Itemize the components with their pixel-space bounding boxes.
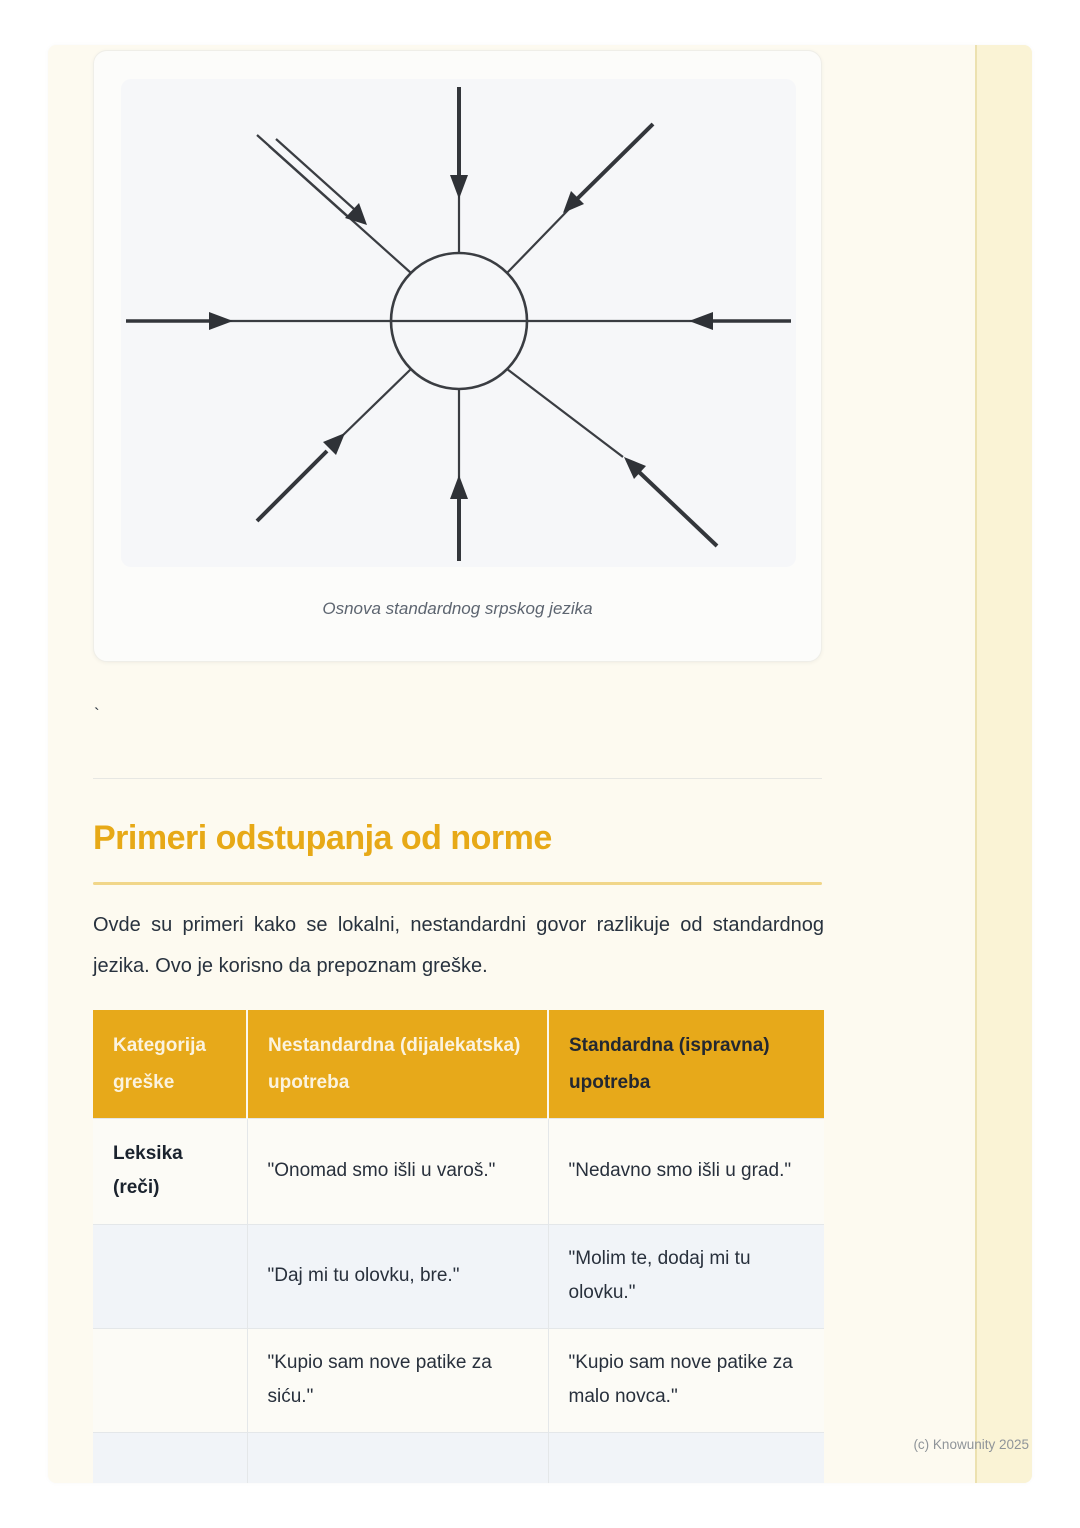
table-row [93,1328,824,1432]
header-cell-category: Kategorija greške [93,1010,247,1118]
table-cell: Leksika (reči) [93,1118,247,1224]
table-cell: "Kupio sam nove patike za malo novca." [548,1328,824,1432]
header-cell-standard: Standardna (ispravna) upotreba [548,1010,824,1118]
table-cell: "Onomad smo išli u varoš." [247,1118,548,1224]
document-page [48,45,1032,1483]
examples-table [93,1010,824,1483]
table-row [93,1432,824,1483]
table-header-row [93,1010,824,1118]
figure-panel [121,79,796,567]
table-row [93,1118,824,1224]
page-edge-stripe [975,45,1032,1483]
header-cell-nonstandard: Nestandardna (dijalekatska) upotreba [247,1010,548,1118]
table-cell [93,1224,247,1328]
table-cell [247,1432,548,1483]
section-title: Primeri odstupanja od norme [93,819,552,857]
intro-paragraph: Ovde su primeri kako se lokalni, nestandardni govor razlikuje od standardnog jezika. Ovo je korisno da prepoznam greške. [93,914,824,977]
table-cell: "Daj mi tu olovku, bre." [247,1224,548,1328]
table-cell [93,1328,247,1432]
title-underline [93,882,822,885]
star-diagram-svg [121,79,796,567]
table-cell: "Kupio sam nove patike za siću." [247,1328,548,1432]
section-divider [93,778,822,779]
table-cell: "Nedavno smo išli u grad." [548,1118,824,1224]
figure-caption: Osnova standardnog srpskog jezika [322,599,593,618]
watermark: (c) Knowunity 2025 [913,1437,1029,1452]
figure-card [93,50,822,662]
table-cell: "Molim te, dodaj mi tu olovku." [548,1224,824,1328]
stray-backtick: ` [94,705,100,724]
table-cell [548,1432,824,1483]
table-row [93,1224,824,1328]
table-cell [93,1432,247,1483]
table-body [93,1118,824,1483]
page-content [93,45,824,1483]
